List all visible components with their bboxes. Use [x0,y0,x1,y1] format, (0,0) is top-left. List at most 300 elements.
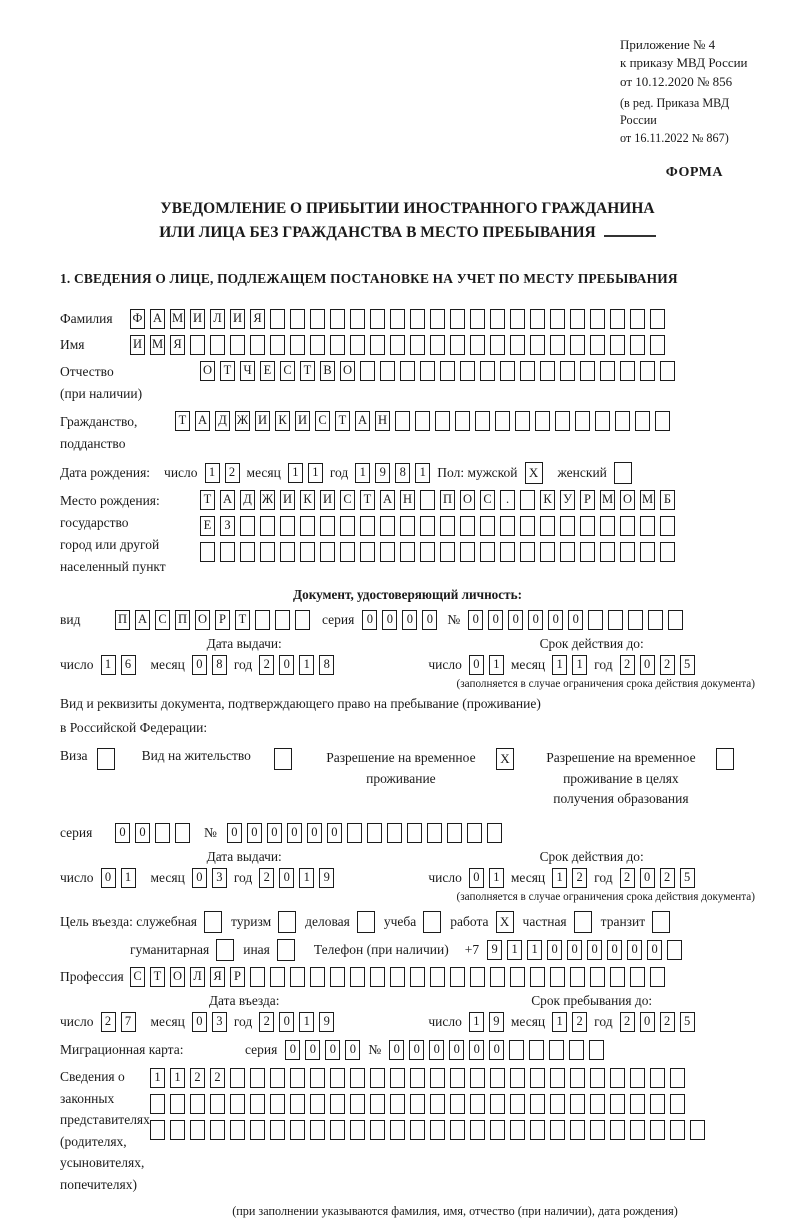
residence-number-cells[interactable] [227,823,502,843]
char-cell[interactable] [690,1120,705,1140]
char-cell[interactable]: 0 [627,940,642,960]
char-cell[interactable]: 7 [121,1012,136,1032]
char-cell[interactable]: 0 [362,610,377,630]
char-cell[interactable] [470,1068,485,1088]
char-cell[interactable] [390,335,405,355]
purpose-official-checkbox[interactable] [204,911,222,933]
char-cell[interactable] [480,516,495,536]
char-cell[interactable]: 2 [660,1012,675,1032]
char-cell[interactable] [500,542,515,562]
char-cell[interactable] [716,748,734,770]
entry-month-cells[interactable] [192,1012,227,1032]
char-cell[interactable]: И [255,411,270,431]
char-cell[interactable]: 1 [170,1068,185,1088]
birthplace-cells-row1[interactable] [200,490,675,510]
char-cell[interactable] [410,967,425,987]
char-cell[interactable]: 0 [345,1040,360,1060]
char-cell[interactable]: 1 [288,463,303,483]
char-cell[interactable] [275,610,290,630]
char-cell[interactable] [490,1120,505,1140]
char-cell[interactable]: 0 [547,940,562,960]
purpose-other-checkbox[interactable] [277,939,295,961]
char-cell[interactable] [630,1068,645,1088]
char-cell[interactable] [260,542,275,562]
residence-expiry-month-cells[interactable] [552,868,587,888]
doc-type-cells[interactable] [115,610,310,630]
char-cell[interactable]: 0 [568,610,583,630]
char-cell[interactable] [550,309,565,329]
char-cell[interactable] [447,823,462,843]
char-cell[interactable] [550,1068,565,1088]
char-cell[interactable] [400,516,415,536]
char-cell[interactable] [390,1068,405,1088]
char-cell[interactable]: 0 [279,868,294,888]
char-cell[interactable] [430,309,445,329]
char-cell[interactable]: О [200,361,215,381]
char-cell[interactable]: 1 [205,463,220,483]
char-cell[interactable] [250,335,265,355]
char-cell[interactable]: П [175,610,190,630]
purpose-transit-checkbox[interactable] [652,911,670,933]
char-cell[interactable] [660,516,675,536]
char-cell[interactable] [470,335,485,355]
char-cell[interactable]: Т [335,411,350,431]
char-cell[interactable] [460,361,475,381]
char-cell[interactable] [590,1068,605,1088]
doc-expiry-year-cells[interactable] [620,655,695,675]
char-cell[interactable]: 0 [469,868,484,888]
doc-expiry-month-cells[interactable] [552,655,587,675]
char-cell[interactable] [190,1094,205,1114]
char-cell[interactable]: С [130,967,145,987]
char-cell[interactable] [370,967,385,987]
char-cell[interactable] [250,967,265,987]
char-cell[interactable]: 5 [680,868,695,888]
char-cell[interactable] [470,967,485,987]
char-cell[interactable]: Т [300,361,315,381]
char-cell[interactable] [560,361,575,381]
char-cell[interactable] [330,1068,345,1088]
char-cell[interactable] [310,1094,325,1114]
char-cell[interactable] [150,1094,165,1114]
char-cell[interactable] [277,939,295,961]
char-cell[interactable]: 0 [285,1040,300,1060]
char-cell[interactable] [290,335,305,355]
residence-issue-day-cells[interactable] [101,868,136,888]
char-cell[interactable]: 0 [508,610,523,630]
char-cell[interactable] [660,361,675,381]
char-cell[interactable] [430,1094,445,1114]
char-cell[interactable]: С [280,361,295,381]
char-cell[interactable] [540,361,555,381]
residence-permit-checkbox[interactable] [274,748,292,770]
char-cell[interactable]: 0 [647,940,662,960]
char-cell[interactable] [435,411,450,431]
char-cell[interactable]: Д [240,490,255,510]
char-cell[interactable] [560,542,575,562]
char-cell[interactable]: 0 [567,940,582,960]
char-cell[interactable]: Ч [240,361,255,381]
char-cell[interactable]: 0 [192,655,207,675]
char-cell[interactable]: 0 [287,823,302,843]
char-cell[interactable]: С [155,610,170,630]
female-checkbox[interactable] [614,462,632,484]
char-cell[interactable]: 1 [299,655,314,675]
char-cell[interactable] [575,411,590,431]
char-cell[interactable]: 0 [429,1040,444,1060]
char-cell[interactable] [589,1040,604,1060]
char-cell[interactable] [490,967,505,987]
char-cell[interactable]: Ф [130,309,145,329]
char-cell[interactable] [380,542,395,562]
char-cell[interactable]: 0 [267,823,282,843]
char-cell[interactable] [255,610,270,630]
char-cell[interactable] [370,335,385,355]
char-cell[interactable] [475,411,490,431]
char-cell[interactable] [650,1120,665,1140]
char-cell[interactable] [667,940,682,960]
char-cell[interactable] [350,967,365,987]
char-cell[interactable] [270,335,285,355]
char-cell[interactable] [420,516,435,536]
temp-residence-edu-checkbox[interactable] [716,748,734,770]
char-cell[interactable] [350,1094,365,1114]
char-cell[interactable] [500,361,515,381]
char-cell[interactable] [430,967,445,987]
char-cell[interactable] [467,823,482,843]
char-cell[interactable] [97,748,115,770]
char-cell[interactable]: С [315,411,330,431]
char-cell[interactable]: 1 [101,655,116,675]
char-cell[interactable] [320,542,335,562]
char-cell[interactable]: П [440,490,455,510]
char-cell[interactable] [570,335,585,355]
char-cell[interactable]: А [220,490,235,510]
char-cell[interactable] [652,911,670,933]
char-cell[interactable] [360,361,375,381]
char-cell[interactable] [200,542,215,562]
char-cell[interactable] [630,335,645,355]
char-cell[interactable] [330,967,345,987]
char-cell[interactable] [170,1094,185,1114]
char-cell[interactable] [648,610,663,630]
patronymic-cells[interactable] [200,361,675,381]
char-cell[interactable] [450,1120,465,1140]
char-cell[interactable] [530,335,545,355]
char-cell[interactable] [250,1094,265,1114]
char-cell[interactable] [290,1068,305,1088]
char-cell[interactable]: 1 [150,1068,165,1088]
char-cell[interactable] [630,1094,645,1114]
char-cell[interactable]: 0 [389,1040,404,1060]
char-cell[interactable] [320,516,335,536]
char-cell[interactable]: 0 [548,610,563,630]
birth-year-cells[interactable] [355,463,430,483]
char-cell[interactable] [340,542,355,562]
char-cell[interactable] [270,1068,285,1088]
char-cell[interactable]: 0 [640,868,655,888]
char-cell[interactable]: 0 [135,823,150,843]
char-cell[interactable] [330,1120,345,1140]
char-cell[interactable]: И [130,335,145,355]
char-cell[interactable]: 0 [449,1040,464,1060]
char-cell[interactable]: 1 [552,655,567,675]
representatives-cells-row3[interactable] [150,1120,705,1140]
purpose-work-checkbox[interactable] [496,911,514,933]
char-cell[interactable] [460,542,475,562]
char-cell[interactable] [630,309,645,329]
char-cell[interactable] [590,1120,605,1140]
char-cell[interactable]: Я [170,335,185,355]
char-cell[interactable] [370,1094,385,1114]
char-cell[interactable] [510,1120,525,1140]
char-cell[interactable] [390,1120,405,1140]
char-cell[interactable] [520,490,535,510]
char-cell[interactable]: 0 [327,823,342,843]
char-cell[interactable]: А [355,411,370,431]
char-cell[interactable]: 1 [489,655,504,675]
char-cell[interactable]: 1 [489,868,504,888]
char-cell[interactable]: 0 [402,610,417,630]
char-cell[interactable] [650,335,665,355]
char-cell[interactable]: 0 [422,610,437,630]
char-cell[interactable]: 2 [620,655,635,675]
char-cell[interactable]: 3 [212,868,227,888]
char-cell[interactable] [410,335,425,355]
char-cell[interactable]: 2 [210,1068,225,1088]
char-cell[interactable] [600,361,615,381]
char-cell[interactable] [440,516,455,536]
char-cell[interactable]: 0 [227,823,242,843]
char-cell[interactable]: 8 [212,655,227,675]
char-cell[interactable]: 9 [319,1012,334,1032]
char-cell[interactable]: 2 [660,655,675,675]
char-cell[interactable] [615,411,630,431]
birth-day-cells[interactable] [205,463,240,483]
char-cell[interactable] [380,361,395,381]
char-cell[interactable]: 5 [680,1012,695,1032]
char-cell[interactable]: Т [360,490,375,510]
char-cell[interactable]: 1 [121,868,136,888]
char-cell[interactable] [310,1120,325,1140]
char-cell[interactable]: Р [580,490,595,510]
char-cell[interactable]: 0 [607,940,622,960]
char-cell[interactable] [440,361,455,381]
char-cell[interactable] [650,967,665,987]
char-cell[interactable]: 6 [121,655,136,675]
char-cell[interactable] [470,1120,485,1140]
char-cell[interactable] [670,1068,685,1088]
char-cell[interactable]: 0 [587,940,602,960]
char-cell[interactable] [400,542,415,562]
char-cell[interactable] [600,516,615,536]
char-cell[interactable]: 1 [469,1012,484,1032]
char-cell[interactable]: А [195,411,210,431]
doc-series-cells[interactable] [362,610,437,630]
char-cell[interactable]: Р [230,967,245,987]
char-cell[interactable] [357,911,375,933]
char-cell[interactable] [590,1094,605,1114]
profession-cells[interactable] [130,967,665,987]
char-cell[interactable] [260,516,275,536]
char-cell[interactable]: Т [150,967,165,987]
doc-expiry-day-cells[interactable] [469,655,504,675]
char-cell[interactable] [580,542,595,562]
char-cell[interactable]: . [500,490,515,510]
char-cell[interactable] [569,1040,584,1060]
char-cell[interactable] [350,335,365,355]
char-cell[interactable]: Е [200,516,215,536]
representatives-cells-row1[interactable] [150,1068,705,1088]
char-cell[interactable]: 2 [572,1012,587,1032]
char-cell[interactable] [370,309,385,329]
char-cell[interactable] [360,542,375,562]
char-cell[interactable]: 0 [488,610,503,630]
char-cell[interactable] [204,911,222,933]
char-cell[interactable] [150,1120,165,1140]
stay-month-cells[interactable] [552,1012,587,1032]
char-cell[interactable] [630,1120,645,1140]
char-cell[interactable] [570,1068,585,1088]
char-cell[interactable] [590,309,605,329]
char-cell[interactable]: 1 [415,463,430,483]
char-cell[interactable] [515,411,530,431]
char-cell[interactable]: 1 [355,463,370,483]
char-cell[interactable]: 0 [382,610,397,630]
char-cell[interactable] [420,361,435,381]
char-cell[interactable]: X [525,462,543,484]
char-cell[interactable]: Я [250,309,265,329]
char-cell[interactable] [300,516,315,536]
char-cell[interactable] [480,361,495,381]
char-cell[interactable] [610,1068,625,1088]
char-cell[interactable]: 9 [487,940,502,960]
char-cell[interactable] [535,411,550,431]
char-cell[interactable]: М [150,335,165,355]
char-cell[interactable]: 2 [101,1012,116,1032]
char-cell[interactable] [175,823,190,843]
char-cell[interactable]: 0 [409,1040,424,1060]
name-cells[interactable] [130,335,665,355]
char-cell[interactable] [555,411,570,431]
char-cell[interactable] [390,1094,405,1114]
char-cell[interactable] [216,939,234,961]
entry-year-cells[interactable] [259,1012,334,1032]
char-cell[interactable] [190,335,205,355]
char-cell[interactable] [610,1120,625,1140]
birth-month-cells[interactable] [288,463,323,483]
char-cell[interactable] [360,516,375,536]
char-cell[interactable] [550,335,565,355]
char-cell[interactable] [520,542,535,562]
char-cell[interactable] [410,1068,425,1088]
char-cell[interactable] [660,542,675,562]
char-cell[interactable] [570,967,585,987]
char-cell[interactable] [500,516,515,536]
char-cell[interactable]: 8 [395,463,410,483]
char-cell[interactable]: А [380,490,395,510]
char-cell[interactable]: 1 [299,1012,314,1032]
char-cell[interactable]: 5 [680,655,695,675]
char-cell[interactable]: О [170,967,185,987]
char-cell[interactable]: Д [215,411,230,431]
char-cell[interactable]: 2 [259,655,274,675]
char-cell[interactable]: 0 [469,1040,484,1060]
char-cell[interactable] [668,610,683,630]
char-cell[interactable] [580,361,595,381]
char-cell[interactable]: Я [210,967,225,987]
char-cell[interactable] [420,490,435,510]
char-cell[interactable] [628,610,643,630]
char-cell[interactable]: 0 [279,655,294,675]
char-cell[interactable] [274,748,292,770]
char-cell[interactable] [387,823,402,843]
char-cell[interactable] [170,1120,185,1140]
char-cell[interactable] [370,1120,385,1140]
char-cell[interactable] [460,516,475,536]
char-cell[interactable]: М [600,490,615,510]
char-cell[interactable] [610,967,625,987]
residence-series-cells[interactable] [115,823,190,843]
char-cell[interactable]: 8 [319,655,334,675]
char-cell[interactable] [330,1094,345,1114]
char-cell[interactable] [380,516,395,536]
char-cell[interactable]: 0 [489,1040,504,1060]
char-cell[interactable] [570,1094,585,1114]
char-cell[interactable] [520,361,535,381]
char-cell[interactable] [430,335,445,355]
char-cell[interactable] [415,411,430,431]
char-cell[interactable]: 0 [469,655,484,675]
char-cell[interactable] [620,361,635,381]
representatives-cells-row2[interactable] [150,1094,705,1114]
char-cell[interactable]: 9 [319,868,334,888]
char-cell[interactable]: М [640,490,655,510]
doc-issue-month-cells[interactable] [192,655,227,675]
migration-number-cells[interactable] [389,1040,604,1060]
char-cell[interactable] [347,823,362,843]
char-cell[interactable] [529,1040,544,1060]
char-cell[interactable] [650,1068,665,1088]
char-cell[interactable] [310,967,325,987]
char-cell[interactable] [540,542,555,562]
char-cell[interactable] [270,309,285,329]
char-cell[interactable]: 1 [552,868,567,888]
char-cell[interactable] [510,967,525,987]
char-cell[interactable]: 0 [279,1012,294,1032]
char-cell[interactable] [530,1094,545,1114]
char-cell[interactable]: 2 [225,463,240,483]
char-cell[interactable] [610,335,625,355]
char-cell[interactable] [550,1120,565,1140]
char-cell[interactable]: И [230,309,245,329]
char-cell[interactable] [410,1094,425,1114]
char-cell[interactable]: П [115,610,130,630]
char-cell[interactable] [427,823,442,843]
char-cell[interactable] [509,1040,524,1060]
char-cell[interactable] [295,610,310,630]
char-cell[interactable]: 0 [640,1012,655,1032]
char-cell[interactable] [570,309,585,329]
char-cell[interactable] [300,542,315,562]
char-cell[interactable]: Т [200,490,215,510]
char-cell[interactable]: 0 [247,823,262,843]
char-cell[interactable]: 1 [299,868,314,888]
char-cell[interactable] [490,309,505,329]
char-cell[interactable] [490,335,505,355]
char-cell[interactable]: А [150,309,165,329]
purpose-business-checkbox[interactable] [357,911,375,933]
